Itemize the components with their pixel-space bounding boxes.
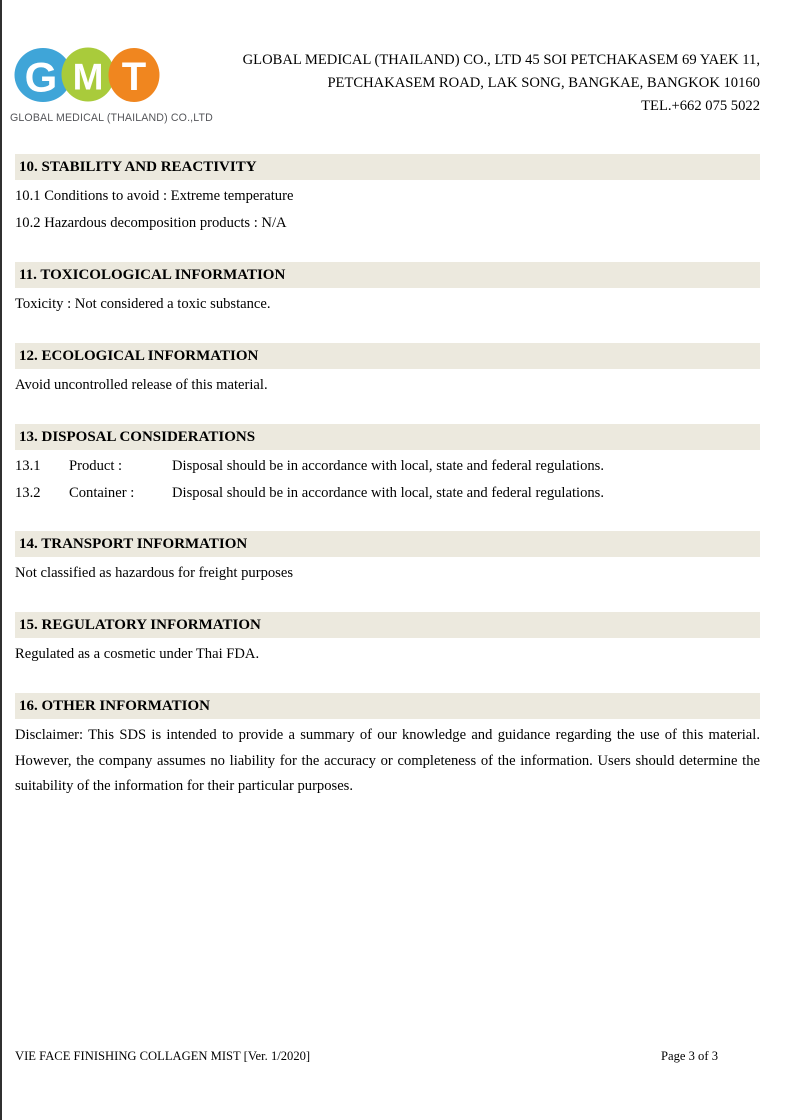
section-12-line-1: Avoid uncontrolled release of this material.	[15, 377, 268, 393]
footer-page-number: Page 3 of 3	[660, 1049, 718, 1063]
logo-letter-m: M	[72, 56, 104, 98]
section-15-heading: 15. REGULATORY INFORMATION	[15, 612, 760, 638]
disposal-row-1-number: 13.1	[15, 458, 41, 474]
address-line-1: GLOBAL MEDICAL (THAILAND) CO., LTD 45 SOI PETCHAKASEM 69 YAEK 11,	[242, 52, 760, 68]
logo-letter-g: G	[24, 53, 58, 101]
section-12-heading: 12. ECOLOGICAL INFORMATION	[15, 343, 760, 369]
section-14-heading: 14. TRANSPORT INFORMATION	[15, 531, 760, 557]
company-address-block	[243, 49, 760, 118]
section-10-stability-reactivity	[15, 154, 760, 237]
logo-caption: GLOBAL MEDICAL (THAILAND) CO.,LTD	[10, 112, 213, 124]
disposal-row-product	[15, 453, 760, 480]
section-16-other-information	[15, 693, 760, 800]
document-footer	[15, 1048, 807, 1064]
disposal-row-2-label: Container :	[69, 484, 135, 501]
section-12-ecological	[15, 343, 760, 399]
disposal-row-container	[15, 480, 760, 507]
section-11-line-1: Toxicity : Not considered a toxic substance.	[15, 296, 271, 312]
section-14-transport	[15, 531, 760, 587]
disposal-row-2-text: Disposal should be in accordance with local, state and federal regulations.	[172, 484, 604, 501]
gmt-logo-icon	[10, 44, 170, 105]
section-10-line-1: 10.1 Conditions to avoid : Extreme temperature	[15, 188, 294, 204]
section-13-heading: 13. DISPOSAL CONSIDERATIONS	[15, 424, 760, 450]
company-logo	[10, 44, 213, 124]
logo-letter-t: T	[121, 55, 147, 99]
document-body	[2, 154, 807, 800]
section-11-heading: 11. TOXICOLOGICAL INFORMATION	[15, 262, 760, 288]
section-14-line-1: Not classified as hazardous for freight purposes	[15, 565, 294, 581]
address-line-3: TEL.+662 075 5022	[641, 98, 760, 114]
disposal-row-1-label: Product :	[69, 458, 123, 474]
section-13-disposal	[15, 424, 760, 506]
footer-document-title: VIE FACE FINISHING COLLAGEN MIST [Ver. 1/2020]	[15, 1049, 311, 1063]
section-16-heading: 16. OTHER INFORMATION	[15, 693, 760, 719]
section-11-toxicological	[15, 262, 760, 318]
section-15-line-1: Regulated as a cosmetic under Thai FDA.	[15, 646, 260, 662]
section-10-heading: 10. STABILITY AND REACTIVITY	[15, 154, 760, 180]
disposal-row-2-number: 13.2	[15, 484, 41, 501]
document-header	[2, 0, 807, 154]
section-15-regulatory	[15, 612, 760, 668]
address-line-2: PETCHAKASEM ROAD, LAK SONG, BANGKAE, BANGKOK 10160	[327, 75, 760, 91]
disclaimer-paragraph: Disclaimer: This SDS is intended to provide a summary of our knowledge and guidance regarding the use of this material. However, the company assumes no liability for the accuracy or completeness of the information. Users should determine the suitability of the information for their particular purposes.	[15, 727, 760, 794]
disposal-row-1-text: Disposal should be in accordance with local, state and federal regulations.	[172, 458, 604, 474]
section-10-line-2: 10.2 Hazardous decomposition products : N/A	[15, 215, 287, 231]
